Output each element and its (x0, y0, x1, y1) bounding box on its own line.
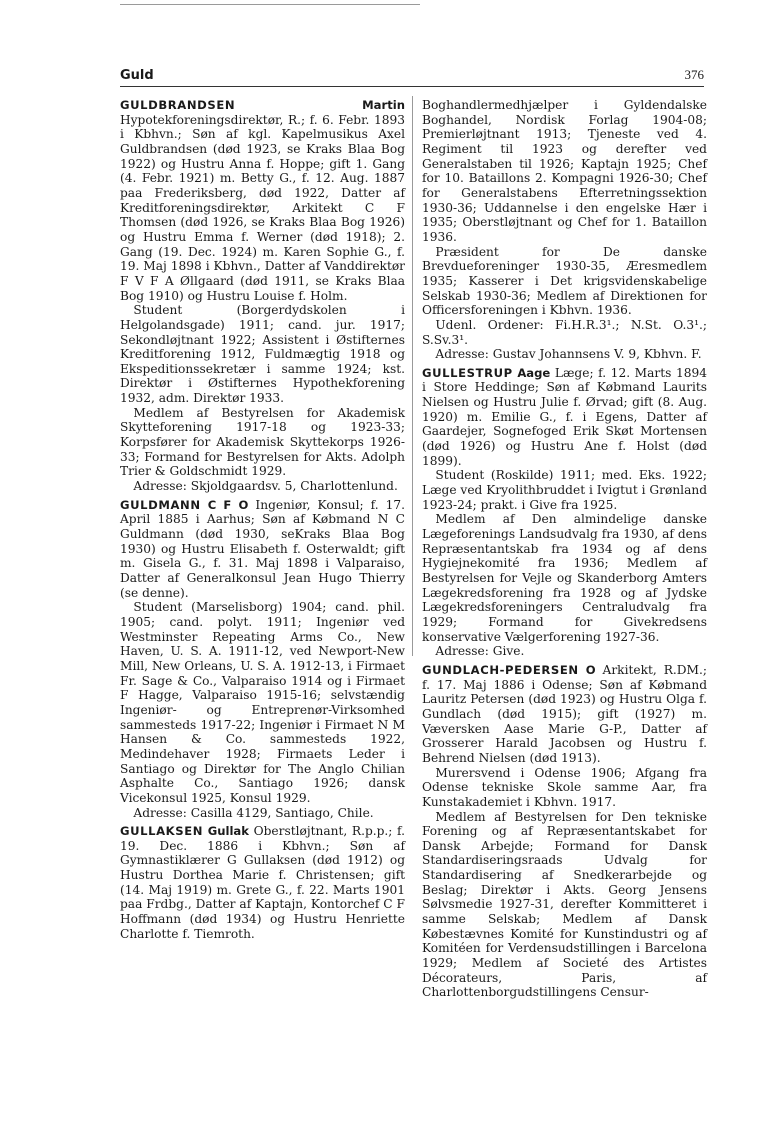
entry-text: Oberstløjtnant, R.p.p.; f. 19. Dec. 1886 i Kbhvn.; Søn af Gymnastiklærer G Gullaksen (død 1912) og Hustru Dorthea Marie f. Christensen; gift (14. Maj 1919) m. Grete G., f. 22. Marts 1901 paa Frdbg., Datter af Kaptajn, Kontorchef C F Hoffmann (død 1934) og Hustru Henriette Charlotte f. Tiemroth. (120, 824, 406, 941)
entry-text: Arkitekt, R.DM.; f. 17. Maj 1886 i Odense; Søn af Købmand Lauritz Petersen (død 1923) og Hustru Olga f. Gundlach (død 1915); gift (1927) m. Væversken Aase Marie G-P., Datter af Grosserer Harald Jacobsen og Hustru f. Behrend Nielsen (død 1913). (422, 662, 707, 765)
page-number: 376 (684, 67, 704, 82)
entry-intro (422, 663, 707, 766)
entry-text: Ingeniør, Konsul; f. 17. April 1885 i Aarhus; Søn af Købmand N C Guldmann (død 1930, seKraks Blaa Bog 1930) og Hustru Elisabeth f. Osterwaldt; gift m. Gisela G., f. 31. Maj 1898 i Valparaiso, Datter af Generalkonsul Jean Hugo Thierry (se denne). (120, 497, 406, 600)
entry-surname: GULDBRANDSEN (120, 98, 236, 112)
entry-given-name: O (585, 662, 596, 677)
entry-given-name: Aage (517, 365, 551, 380)
entry-given-name: C F O (207, 497, 249, 512)
column-divider (412, 96, 413, 656)
biography-entry-continued (422, 98, 707, 362)
entry-paragraph: Medlem af Bestyrelsen for Akademisk Skytteforening 1917-18 og 1923-33; Korpsfører for Akademisk Skyttekorps 1926-33; Formand for Bestyrelsen for Akts. Adolph Trier & Goldschmidt 1929. (120, 405, 405, 479)
left-column (120, 98, 405, 945)
entry-address: Adresse: Give. (435, 644, 525, 659)
biography-entry (422, 663, 707, 1000)
entry-given-name: Martin (362, 98, 405, 112)
entry-intro (120, 498, 405, 601)
top-rule (120, 4, 420, 5)
biography-entry (422, 366, 707, 659)
entry-orders: Udenl. Ordener: Fi.H.R.3¹.; N.St. O.3¹.; S.Sv.3¹. (422, 317, 707, 347)
entry-intro (120, 98, 405, 303)
entry-intro (422, 366, 707, 469)
entry-address: Adresse: Skjoldgaardsv. 5, Charlottenlund. (133, 479, 398, 494)
entry-paragraph: Student (Roskilde) 1911; med. Eks. 1922; Læge ved Kryolithbruddet i Ivigtut i Grønland 1923-24; prakt. i Give fra 1925. (422, 468, 707, 512)
entry-text: Hypotekforeningsdirektør, R.; f. 6. Febr. 1893 i Kbhvn.; Søn af kgl. Kapelmusikus Axel Guldbrandsen (død 1923, se Kraks Blaa Bog 1922) og Hustru Anna f. Hoppe; gift 1. Gang (4. Febr. 1921) m. Betty G., f. 12. Aug. 1887 paa Frederiksberg, død 1922, Datter af Kreditforeningsdirektør, Arkitekt C F Thomsen (død 1926, se Kraks Blaa Bog 1926) og Hustru Emma f. Werner (død 1918); 2. Gang (19. Dec. 1924) m. Karen Sophie G., f. 19. Maj 1898 i Kbhvn., Datter af Vanddirektør F V F A Øllgaard (død 1911, se Kraks Blaa Bog 1910) og Hustru Louise f. Holm. (120, 112, 405, 303)
entry-paragraph: Student (Marselisborg) 1904; cand. phil. 1905; cand. polyt. 1911; Ingeniør ved Westminster Repeating Arms Co., New Haven, U. S. A. 1911-12, ved Newport-New Mill, New Orleans, U. S. A. 1912-13, i Firmaet Fr. Sage & Co., Valparaiso 1914 og i Firmaet F Hagge, Valparaiso 1915-16; selvstændig Ingeniør- og Entreprenør-Virksomhed sammesteds 1917-22; Ingeniør i Firmaet N M Hansen & Co. sammesteds 1922, Medindehaver 1928; Firmaets Leder i Santiago og Direktør for The Anglo Chilian Asphalte Co., Santiago 1926; dansk Vicekonsul 1925, Konsul 1929. (120, 600, 405, 805)
entry-surname: GULDMANN (120, 497, 201, 512)
entry-address: Adresse: Gustav Johannsens V. 9, Kbhvn. F. (435, 347, 702, 362)
page-header (120, 62, 704, 87)
entry-address: Adresse: Casilla 4129, Santiago, Chile. (133, 805, 374, 820)
biography-entry (120, 98, 405, 494)
entry-intro (120, 824, 405, 941)
entry-paragraph: Medlem af Bestyrelsen for Den tekniske Forening og af Repræsentantskabet for Dansk Arbejde; Formand for Dansk Standardiseringsraads Udvalg for Standardisering af Snedkerarbejde og Beslag; Direktør i Akts. Georg Jensens Sølvsmedie 1927-31, derefter Kommitteret i samme Selskab; Medlem af Dansk Købestævnes Komité for Kunstindustri og af Komitéen for Verdensudstillingen i Barcelona 1929; Medlem af Societé des Artistes Décorateurs, Paris, af Charlottenborgudstillingens Censur- (422, 809, 707, 1000)
entry-paragraph: Murersvend i Odense 1906; Afgang fra Odense tekniske Skole samme Aar, fra Kunstakademiet i Kbhvn. 1917. (422, 765, 707, 809)
entry-surname: GULLESTRUP (422, 365, 513, 380)
biography-entry (120, 824, 405, 941)
entry-paragraph: Medlem af Den almindelige danske Lægeforenings Landsudvalg fra 1930, af dens Repræsentantskab fra 1934 og af dens Hygiejnekomité fra 1936; Medlem af Bestyrelsen for Vejle og Skanderborg Amters Lægekredsforening fra 1928 og af Jydske Lægekredsforeningers Centraludvalg fra 1929; Formand for Givekredsens konservative Vælgerforening 1927-36. (422, 512, 707, 644)
entry-text: Læge; f. 12. Marts 1894 i Store Heddinge; Søn af Købmand Laurits Nielsen og Hustru Julie f. Ørvad; gift (8. Aug. 1920) m. Emilie G., f. i Egens, Datter af Gaardejer, Sognefoged Erik Skøt Mortensen (død 1926) og Hustru Ane f. Holst (død 1899). (422, 365, 707, 468)
running-head: Guld (120, 68, 154, 83)
entry-surname: GUNDLACH-PEDERSEN (422, 662, 579, 677)
entry-given-name: Gullak (207, 824, 249, 839)
right-column (422, 98, 707, 1004)
entry-paragraph: Boghandlermedhjælper i Gyldendalske Boghandel, Nordisk Forlag 1904-08; Premierløjtnant 1913; Tjeneste ved 4. Regiment til 1923 og derefter ved Generalstaben til 1926; Kaptajn 1925; Chef for 10. Bataillons 2. Kompagni 1926-30; Chef for Generalstabens Efterretningssektion 1930-36; Uddannelse i den engelske Hær i 1935; Oberstløjtnant og Chef for 1. Bataillon 1936. (422, 98, 707, 244)
biography-entry (120, 498, 405, 820)
entry-surname: GULLAKSEN (120, 824, 204, 839)
entry-paragraph: Student (Borgerdydskolen i Helgolandsgade) 1911; cand. jur. 1917; Sekondløjtnant 1922; Assistent i Østifternes Kreditforening 1912, Fuldmægtig 1918 og Ekspeditionssekretær i samme 1924; kst. Direktør i Østifternes Hypothekforening 1932, adm. Direktør 1933. (120, 303, 405, 406)
entry-paragraph: Præsident for De danske Brevdueforeninger 1930-35, Æresmedlem 1935; Kasserer i Det krigsvidenskabelige Selskab 1930-36; Medlem af Direktionen for Officersforeningen i Kbhvn. 1936. (422, 244, 707, 318)
